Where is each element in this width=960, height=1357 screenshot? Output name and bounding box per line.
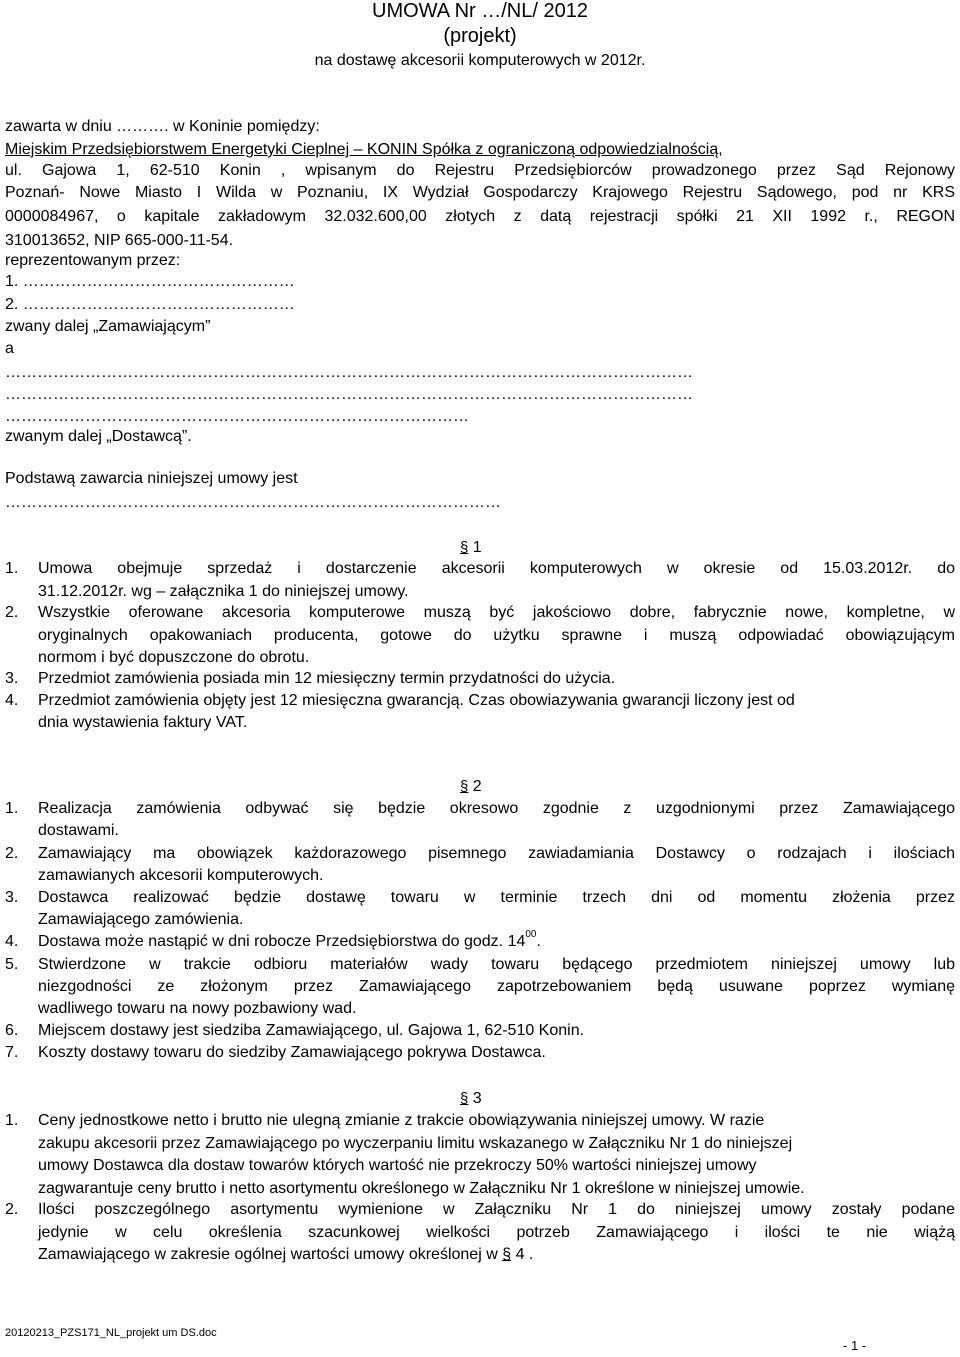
section-symbol-icon: § [460, 539, 469, 556]
intro-line: reprezentowanym przez: [5, 252, 181, 269]
item-text: dostawami. [38, 822, 119, 839]
item-text: Ceny jednostkowe netto i brutto nie ulegną zmianie z trakcie obowiązywania niniejszej umowy. W razie [38, 1112, 765, 1129]
item-text: Zamawiającego zamówienia. [38, 911, 244, 928]
supplier-blank: ………………………………………………………………………………………………………………… [5, 386, 693, 403]
item-number: 3. [5, 889, 19, 906]
item-text [38, 1246, 955, 1264]
item-text-part: Zamawiającego w zakresie ogólnej wartości umowy określonej w [38, 1246, 503, 1263]
item-text: zagwarantuje ceny brutto i netto asortymentu określonego w Załączniku Nr 1 określone w niniejszej umowie. [38, 1180, 805, 1197]
contract-subtitle: (projekt) [443, 25, 517, 47]
party-name-part: Miejskim Przedsiębiorstwem Energetyki Cieplnej [5, 141, 354, 158]
intro-line: a [5, 340, 14, 357]
section-reference: 4 [515, 1246, 525, 1263]
footer-filename: 20120213_PZS171_NL_projekt um DS.doc [5, 1327, 217, 1339]
item-number: 2. [5, 1201, 19, 1218]
item-text: oryginalnych opakowaniach producenta, gotowe do użytku sprawne i muszą odpowiadać obowiązującym [38, 627, 955, 644]
item-number: 3. [5, 670, 19, 687]
item-text: Ilości poszczególnego asortymentu wymienione w Załączniku Nr 1 do niniejszej umowy zostały podane [38, 1201, 955, 1218]
item-number: 7. [5, 1044, 19, 1061]
item-text: jedynie w celu określenia szacunkowej wielkości potrzeb Zamawiającego i ilości te nie wiążą [38, 1224, 955, 1241]
time-superscript: 00 [525, 929, 537, 940]
basis-blank: ………………………………………………………………………………… [5, 494, 501, 511]
supplier-blank: ………………………………………………………………………………………………………………… [5, 364, 693, 381]
party-dash: – [353, 141, 363, 158]
item-text: normom i być dopuszczone do obrotu. [38, 649, 310, 666]
item-number: 1. [5, 1112, 19, 1129]
item-text: Umowa obejmuje sprzedaż i dostarczenie akcesorii komputerowych w okresie od 15.03.2012r. do [38, 560, 955, 577]
section-number: 3 [472, 1090, 482, 1107]
item-number: 4. [5, 933, 19, 950]
section-number: 2 [472, 778, 482, 795]
item-text: Miejscem dostawy jest siedziba Zamawiającego, ul. Gajowa 1, 62-510 Konin. [38, 1022, 585, 1039]
item-number: 1. [5, 800, 19, 817]
item-text-part: . [536, 933, 541, 950]
item-text-part: . [524, 1246, 534, 1263]
party-name [5, 141, 723, 159]
item-text: niezgodności ze złożonym przez Zamawiającego zapotrzebowaniem będą usuwane poprzez wymianę [38, 978, 955, 995]
item-text: Koszty dostawy towaru do siedziby Zamawiającego pokrywa Dostawca. [38, 1044, 546, 1061]
intro-line: zwany dalej „Zamawiającym” [5, 318, 211, 335]
intro-line: ul. Gajowa 1, 62-510 Konin , wpisanym do Rejestru Przedsiębiorców prowadzonego przez Sąd Rejonowy [5, 162, 955, 179]
supplier-blank: …………………………………………………………………………… [5, 408, 469, 425]
item-text: Przedmiot zamówienia objęty jest 12 miesięczna gwarancją. Czas obowiazywania gwarancji liczony jest od [38, 692, 795, 709]
section-number: 1 [472, 539, 482, 556]
item-number: 1. [5, 560, 19, 577]
representative-2: 2. …………………………………………… [5, 296, 295, 313]
item-text: umowy Dostawca dla dostaw towarów których wartość nie przekroczy 50% wartości niniejszej umowy [38, 1157, 757, 1174]
item-number: 4. [5, 692, 19, 709]
section-heading [460, 778, 482, 796]
representative-1: 1. …………………………………………… [5, 273, 295, 290]
item-number: 2. [5, 845, 19, 862]
item-number: 2. [5, 604, 19, 621]
section-symbol-icon: § [460, 1090, 469, 1107]
intro-line: zawarta w dniu ………. w Koninie pomiędzy: [5, 118, 320, 135]
intro-line: zwanym dalej „Dostawcą”. [5, 428, 192, 445]
item-number: 5. [5, 956, 19, 973]
party-name-part: KONIN Spółka z ograniczoną odpowiedzialnością, [362, 141, 723, 158]
item-text: Zamawiający ma obowiązek każdorazowego pisemnego zawiadamiania Dostawcy o rodzajach i ilościach [38, 845, 955, 862]
item-text: Wszystkie oferowane akcesoria komputerowe muszą być jakościowo dobre, fabrycznie nowe, kompletne, w [38, 604, 955, 621]
section-symbol-icon: § [460, 778, 469, 795]
item-text: Stwierdzone w trakcie odbioru materiałów wady towaru będącego przedmiotem niniejszej umowy lub [38, 956, 955, 973]
intro-line: Poznań- Nowe Miasto I Wilda w Poznaniu, IX Wydział Gospodarczy Krajowego Rejestru Sądowego, pod nr KRS [5, 184, 955, 201]
item-text [38, 583, 955, 601]
item-text: zakupu akcesorii przez Zamawiającego po wyczerpaniu limitu wskazanego w Załączniku Nr 1 do niniejszej [38, 1135, 793, 1152]
section-symbol-icon: § [502, 1246, 512, 1263]
section-heading [460, 1090, 482, 1108]
page-number: - 1 - [843, 1338, 867, 1353]
item-number: 6. [5, 1022, 19, 1039]
item-text-part: 31.12.2012r. wg – załącznika 1 do niniejszej umowy. [38, 583, 409, 600]
section-heading [460, 539, 482, 557]
item-text: zamawianych akcesorii komputerowych. [38, 867, 324, 884]
intro-line: Podstawą zawarcia niniejszej umowy jest [5, 470, 298, 487]
contract-title: UMOWA Nr …/NL/ 2012 [372, 0, 588, 22]
item-text-part: Dostawa może nastąpić w dni robocze Przedsiębiorstwa do godz. 14 [38, 933, 526, 950]
item-text: Realizacja zamówienia odbywać się będzie okresowo zgodnie z uzgodnionymi przez Zamawiającego [38, 800, 955, 817]
intro-line: 310013652, NIP 665-000-11-54. [5, 232, 234, 249]
item-text: Przedmiot zamówienia posiada min 12 miesięczny termin przydatności do użycia. [38, 670, 616, 687]
item-text: Dostawca realizować będzie dostawę towaru w terminie trzech dni od momentu złożenia przez [38, 889, 955, 906]
item-text: wadliwego towaru na nowy pozbawiony wad. [38, 1000, 357, 1017]
intro-line: 0000084967, o kapitale zakładowym 32.032.600,00 złotych z datą rejestracji spółki 21 XII 1992 r., REGON [5, 208, 955, 225]
item-text: dnia wystawienia faktury VAT. [38, 714, 248, 731]
item-text [38, 929, 955, 951]
contract-subject: na dostawę akcesorii komputerowych w 2012r. [314, 52, 646, 69]
